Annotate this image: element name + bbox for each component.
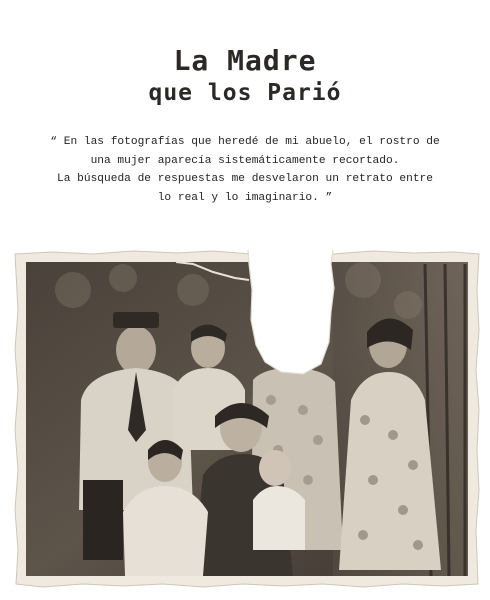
- header: [0, 44, 490, 108]
- torn-family-photo: [13, 250, 481, 588]
- quote-line: una mujer aparecía sistemáticamente recortado.: [90, 154, 400, 167]
- quote-line: lo real y lo imaginario. ”: [157, 191, 333, 204]
- title-line-2: que los Parió: [148, 80, 342, 106]
- quote-line: “ En las fotografías que heredé de mi abuelo, el rostro de: [50, 136, 440, 148]
- photo-illustration: [13, 250, 481, 588]
- quote-text: [40, 133, 450, 207]
- title-line-1: La Madre: [173, 44, 317, 77]
- quote-line: La búsqueda de respuestas me desvelaron un retrato entre: [57, 173, 433, 185]
